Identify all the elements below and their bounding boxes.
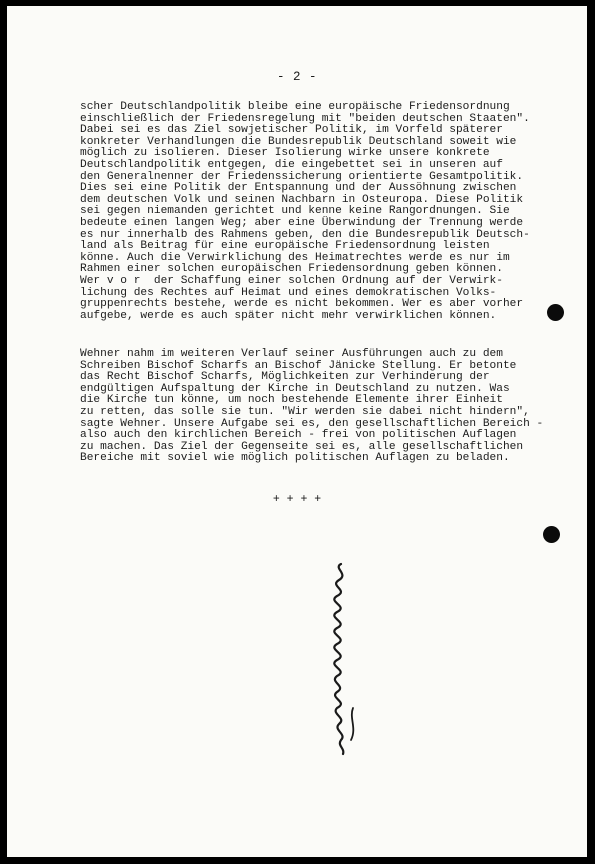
text-line: Dies sei eine Politik der Entspannung und der Aussöhnung zwischen xyxy=(80,182,517,195)
text-line: also auch den kirchlichen Bereich - frei von politischen Auflagen xyxy=(80,429,517,442)
section-separator: + + + + xyxy=(272,493,322,506)
document-page xyxy=(7,6,587,857)
text-line: einschließlich der Friedensregelung mit "beiden deutschen Staaten". xyxy=(80,112,530,125)
text-line: dem deutschen Volk und seinen Nachbarn in Osteuropa. Diese Politik xyxy=(80,193,524,206)
text-line: scher Deutschlandpolitik bleibe eine europäische Friedensordnung xyxy=(80,101,510,113)
text-line: sei gegen niemanden gerichtet und kenne keine Rangordnungen. Sie xyxy=(80,205,510,218)
text-line: Wehner nahm im weiteren Verlauf seiner Ausführungen auch zu dem xyxy=(80,348,503,360)
text-line: Deutschlandpolitik entgegen, die eingebettet sei in unseren auf xyxy=(80,158,503,171)
text-line: endgültigen Aufspaltung der Kirche in Deutschland zu nutzen. Was xyxy=(80,382,510,395)
text-line: möglich zu isolieren. Dieser Isolierung wirke unsere konkrete xyxy=(80,147,490,160)
text-line: aufgebe, werde es auch später nicht mehr verwirklichen können. xyxy=(80,309,497,322)
text-line: bedeute einen langen Weg; aber eine Überwindung der Trennung werde xyxy=(80,216,524,229)
text-line: den Generalnenner der Friedenssicherung orientierte Gesamtpolitik. xyxy=(80,170,524,183)
text-line: sagte Wehner. Unsere Aufgabe sei es, den gesellschaftlichen Bereich - xyxy=(80,417,544,430)
text-line: konkreter Verhandlungen die Bundesrepublik Deutschland soweit wie xyxy=(80,135,517,148)
text-line: gruppenrechts bestehe, werde es nicht bekommen. Wer es aber vorher xyxy=(80,298,524,311)
text-line: könne. Auch die Verwirklichung des Heimatrechtes werde es nur im xyxy=(80,251,510,264)
text-line: es nur innerhalb des Rahmens geben, den die Bundesrepublik Deutsch- xyxy=(80,228,530,241)
text-line: Dabei sei es das Ziel sowjetischer Politik, im Vorfeld späterer xyxy=(80,124,503,137)
paragraph-2 xyxy=(80,349,580,465)
text-line: zu machen. Das Ziel der Gegenseite sei es, alle gesellschaftlichen xyxy=(80,440,524,453)
text-line: Schreiben Bischof Scharfs an Bischof Jänicke Stellung. Er betonte xyxy=(80,359,517,372)
punch-hole xyxy=(543,526,560,543)
text-line: lichung des Rechtes auf Heimat und eines demokratischen Volks- xyxy=(80,286,497,299)
text-line: zu retten, das solle sie tun. "Wir werden sie dabei nicht hindern", xyxy=(80,405,530,418)
paragraph-1 xyxy=(80,102,580,322)
punch-hole xyxy=(547,304,564,321)
handwritten-signature xyxy=(319,558,369,758)
text-line: land als Beitrag für eine europäische Friedensordnung leisten xyxy=(80,240,490,253)
text-line: Rahmen einer solchen europäischen Friedensordnung geben können. xyxy=(80,263,503,276)
text-line: Wer v o r der Schaffung einer solchen Ordnung auf der Verwirk- xyxy=(80,274,503,287)
page-number: - 2 - xyxy=(276,70,317,84)
text-line: Bereiche mit soviel wie möglich politischen Auflagen zu beladen. xyxy=(80,452,510,465)
text-line: die Kirche tun könne, um noch bestehende Elemente ihrer Einheit xyxy=(80,394,503,407)
text-line: das Recht Bischof Scharfs, Möglichkeiten zur Verhinderung der xyxy=(80,371,490,384)
